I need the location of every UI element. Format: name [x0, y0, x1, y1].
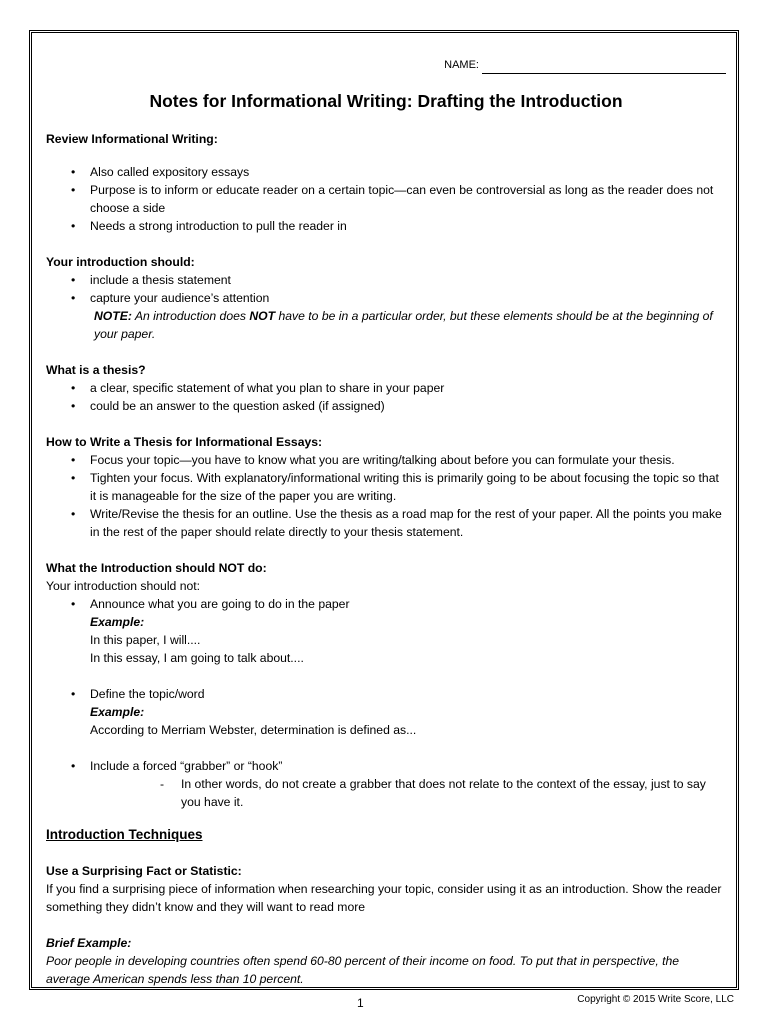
- name-field: [444, 56, 726, 74]
- example-label: Example:: [90, 615, 145, 629]
- should-not-heading: What the Introduction should NOT do:: [46, 561, 267, 575]
- list-item: [46, 685, 726, 739]
- example-label: Example:: [90, 705, 145, 719]
- techniques-title: Introduction Techniques: [46, 827, 203, 842]
- name-blank-line: [482, 61, 726, 74]
- how-to-list: [46, 451, 726, 541]
- name-label: NAME:: [444, 59, 479, 71]
- example-line: In this essay, I am going to talk about....: [90, 651, 304, 665]
- review-list: [46, 163, 726, 235]
- note-label: NOTE:: [94, 309, 132, 323]
- list-item: • capture your audience’s attention: [46, 289, 726, 307]
- how-to-heading: How to Write a Thesis for Informational Essays:: [46, 435, 323, 449]
- should-not-list: [46, 595, 726, 667]
- page-title: Notes for Informational Writing: Drafting the Introduction: [149, 91, 623, 111]
- example-line: In this paper, I will....: [90, 633, 201, 647]
- review-heading: Review Informational Writing:: [46, 132, 218, 146]
- note-not: NOT: [249, 309, 276, 323]
- sub-item: - In other words, do not create a grabber that does not relate to the context of the essay, just to say you have it.: [46, 775, 726, 811]
- item-text: • Define the topic/word: [90, 687, 205, 701]
- list-item: [46, 595, 726, 667]
- note-text-pre: An introduction does: [131, 309, 250, 323]
- item-text: • Announce what you are going to do in the paper: [90, 597, 350, 611]
- intro-should-list: [46, 271, 726, 307]
- list-item: • Focus your topic—you have to know what you are writing/talking about before you can formulate your thesis.: [46, 451, 726, 469]
- page-number: 1: [357, 996, 364, 1010]
- list-item: • Also called expository essays: [46, 163, 726, 181]
- list-item: • a clear, specific statement of what you plan to share in your paper: [46, 379, 726, 397]
- example-line: According to Merriam Webster, determination is defined as...: [90, 723, 417, 737]
- thesis-heading: What is a thesis?: [46, 363, 146, 377]
- list-item: • Needs a strong introduction to pull the reader in: [46, 217, 726, 235]
- should-not-subheading: Your introduction should not:: [46, 579, 201, 593]
- list-item: • Tighten your focus. With explanatory/informational writing this is primarily going to be about focusing the topic so that it is manageable for the size of the paper you are writing.: [46, 469, 726, 505]
- note-text-post: have to be in a particular order, but these elements should be at the beginning of your paper.: [94, 309, 713, 341]
- notes-body: [46, 130, 726, 988]
- copyright-text: Copyright © 2015 Write Score, LLC: [577, 994, 734, 1005]
- surprising-heading: Use a Surprising Fact or Statistic:: [46, 864, 242, 878]
- brief-example-text: Poor people in developing countries often spend 60-80 percent of their income on food. To put that in perspective, the average American spends less than 10 percent.: [46, 954, 680, 986]
- should-not-list-2: [46, 685, 726, 739]
- thesis-list: [46, 379, 726, 415]
- brief-example-label: Brief Example:: [46, 936, 132, 950]
- list-item: • Include a forced “grabber” or “hook”: [46, 757, 726, 775]
- list-item: • include a thesis statement: [46, 271, 726, 289]
- intro-note: [46, 307, 726, 343]
- list-item: • Write/Revise the thesis for an outline. Use the thesis as a road map for the rest of your paper. All the points you make in the rest of the paper should relate directly to your thesis statement.: [46, 505, 726, 541]
- should-not-list-3: [46, 757, 726, 775]
- list-item: • Purpose is to inform or educate reader on a certain topic—can even be controversial as long as the reader does not choose a side: [46, 181, 726, 217]
- list-item: • could be an answer to the question asked (if assigned): [46, 397, 726, 415]
- intro-should-heading: Your introduction should:: [46, 255, 195, 269]
- surprising-text: If you find a surprising piece of information when researching your topic, consider using it as an introduction. Show the reader something they didn’t know and they will want to read more: [46, 882, 722, 914]
